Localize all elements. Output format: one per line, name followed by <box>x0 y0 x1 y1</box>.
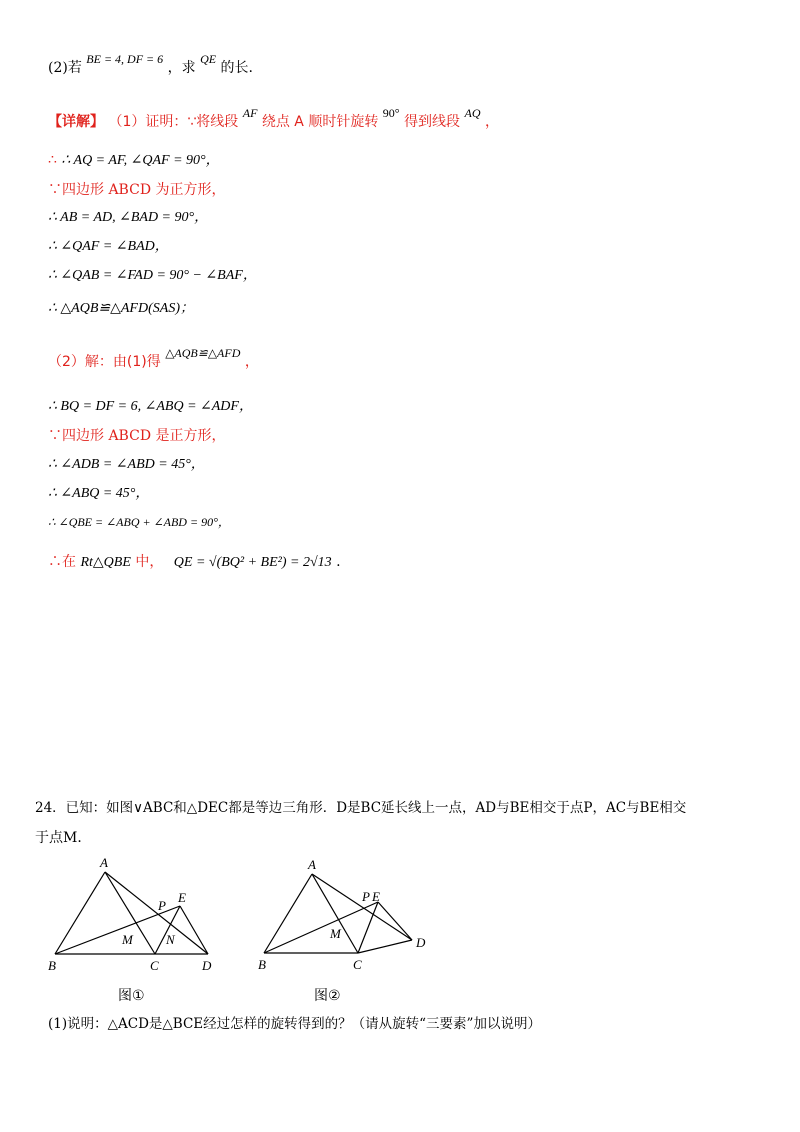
fig1-label-C: C <box>150 958 159 973</box>
fig2-label-D: D <box>416 935 426 950</box>
p1-line-4-text: ∴ ∠QAF = ∠BAD， <box>48 239 169 254</box>
p1-seg2: AQ <box>464 106 481 120</box>
p1-line-2 <box>48 180 226 200</box>
q24-line-1 <box>35 798 686 818</box>
prompt-suffix: 的长. <box>220 60 253 76</box>
p1-line-3-text: ∴ AB = AD, ∠BAD = 90°， <box>48 210 209 225</box>
p1-line-6 <box>48 298 194 319</box>
fig1-label-B: B <box>48 958 56 973</box>
q24-line-1-text: 24．已知：如图∨ABC和△DEC都是等边三角形．D是BC延长线上一点，AD与BE相交于点P，AC与BE相交 <box>35 800 687 816</box>
q24-part1 <box>48 1014 541 1034</box>
p2-line-1 <box>48 396 253 417</box>
q24-part1-text: (1)说明：△ACD是△BCE经过怎样的旋转得到的？（请从旋转“三要素”加以说明） <box>48 1016 541 1032</box>
final-eq: QE = √(BQ² + BE²) = 2√13 <box>173 555 332 570</box>
q24-line-2-text: 于点M． <box>35 830 92 846</box>
fig2-label-B: B <box>258 957 266 972</box>
fig2-label-C: C <box>353 957 362 972</box>
p2-line-4-text: ∴ ∠ABQ = 45°， <box>48 486 150 501</box>
p2-line-4 <box>48 483 149 504</box>
final-lead: ∴在 <box>48 554 76 570</box>
fig2-label-E: E <box>372 889 380 904</box>
prompt-prefix: (2)若 <box>48 60 82 76</box>
fig1-label-N: N <box>166 932 175 947</box>
solution-heading: 【详解】 <box>48 114 104 130</box>
final-mid: 中， <box>135 554 164 570</box>
fig1-label-D: D <box>202 958 212 973</box>
p1-lead: （1）证明：∵将线段 <box>108 114 239 130</box>
figure-1 <box>40 852 230 982</box>
p2-cong: △AQB≌△AFD <box>165 346 241 360</box>
final-tri: Rt△QBE <box>80 555 131 570</box>
p2-line-3 <box>48 454 205 475</box>
p1-mid: 绕点 A 顺时针旋转 <box>261 114 379 130</box>
p2-line-5-text: ∴ ∠QBE = ∠ABQ + ∠ABD = 90°， <box>48 515 230 529</box>
part2-prompt <box>48 52 253 78</box>
fig1-label-A: A <box>100 855 108 870</box>
final-line <box>48 552 341 573</box>
p1-line-2-text: ∵四边形 ABCD 为正方形， <box>48 182 226 198</box>
fig1-label-P: P <box>158 898 166 913</box>
p1-line-4 <box>48 236 169 257</box>
fig1-label-E: E <box>178 890 186 905</box>
figure-2 <box>250 852 440 982</box>
prompt-target: QE <box>200 52 217 66</box>
q24-line-2 <box>35 828 91 848</box>
p1-line-5 <box>48 265 257 286</box>
fig2-label-P: P <box>362 889 370 904</box>
p2-line-2 <box>48 426 226 446</box>
fig2-label-A: A <box>308 857 316 872</box>
p2-line-3-text: ∴ ∠ADB = ∠ABD = 45°， <box>48 457 205 472</box>
fig1-label-M: M <box>122 932 133 947</box>
p1-seg: AF <box>242 106 258 120</box>
p2-end: ， <box>244 354 259 370</box>
figure-1-caption: 图① <box>118 988 145 1004</box>
p2-lead-line <box>48 346 259 372</box>
p1-line-5-text: ∴ ∠QAB = ∠FAD = 90° − ∠BAF， <box>48 268 257 283</box>
p1-mid2: 得到线段 <box>404 114 461 130</box>
prompt-given: BE = 4, DF = 6 <box>86 52 164 66</box>
final-end: . <box>336 554 341 570</box>
p1-end: ， <box>484 114 499 130</box>
p2-line-2-text: ∵四边形 ABCD 是正方形， <box>48 428 226 444</box>
p1-line-1-text: ∴ AQ = AF, ∠QAF = 90°， <box>61 153 220 168</box>
p2-line-5 <box>48 512 230 532</box>
figure-2-caption: 图② <box>314 988 341 1004</box>
p1-line-3 <box>48 207 208 228</box>
p1-line-6-text: ∴ △AQB≌△AFD(SAS)； <box>48 301 194 316</box>
solution-heading-line <box>48 106 499 132</box>
p2-line-1-text: ∴ BQ = DF = 6, ∠ABQ = ∠ADF， <box>48 399 253 414</box>
p1-line-1: ∴ ∴ AQ = AF, ∠QAF = 90°， <box>48 152 220 168</box>
fig2-label-M: M <box>330 926 341 941</box>
p1-angle: 90° <box>382 106 400 120</box>
p2-lead: （2）解：由(1)得 <box>48 354 161 370</box>
prompt-mid: ，求 <box>167 60 196 76</box>
